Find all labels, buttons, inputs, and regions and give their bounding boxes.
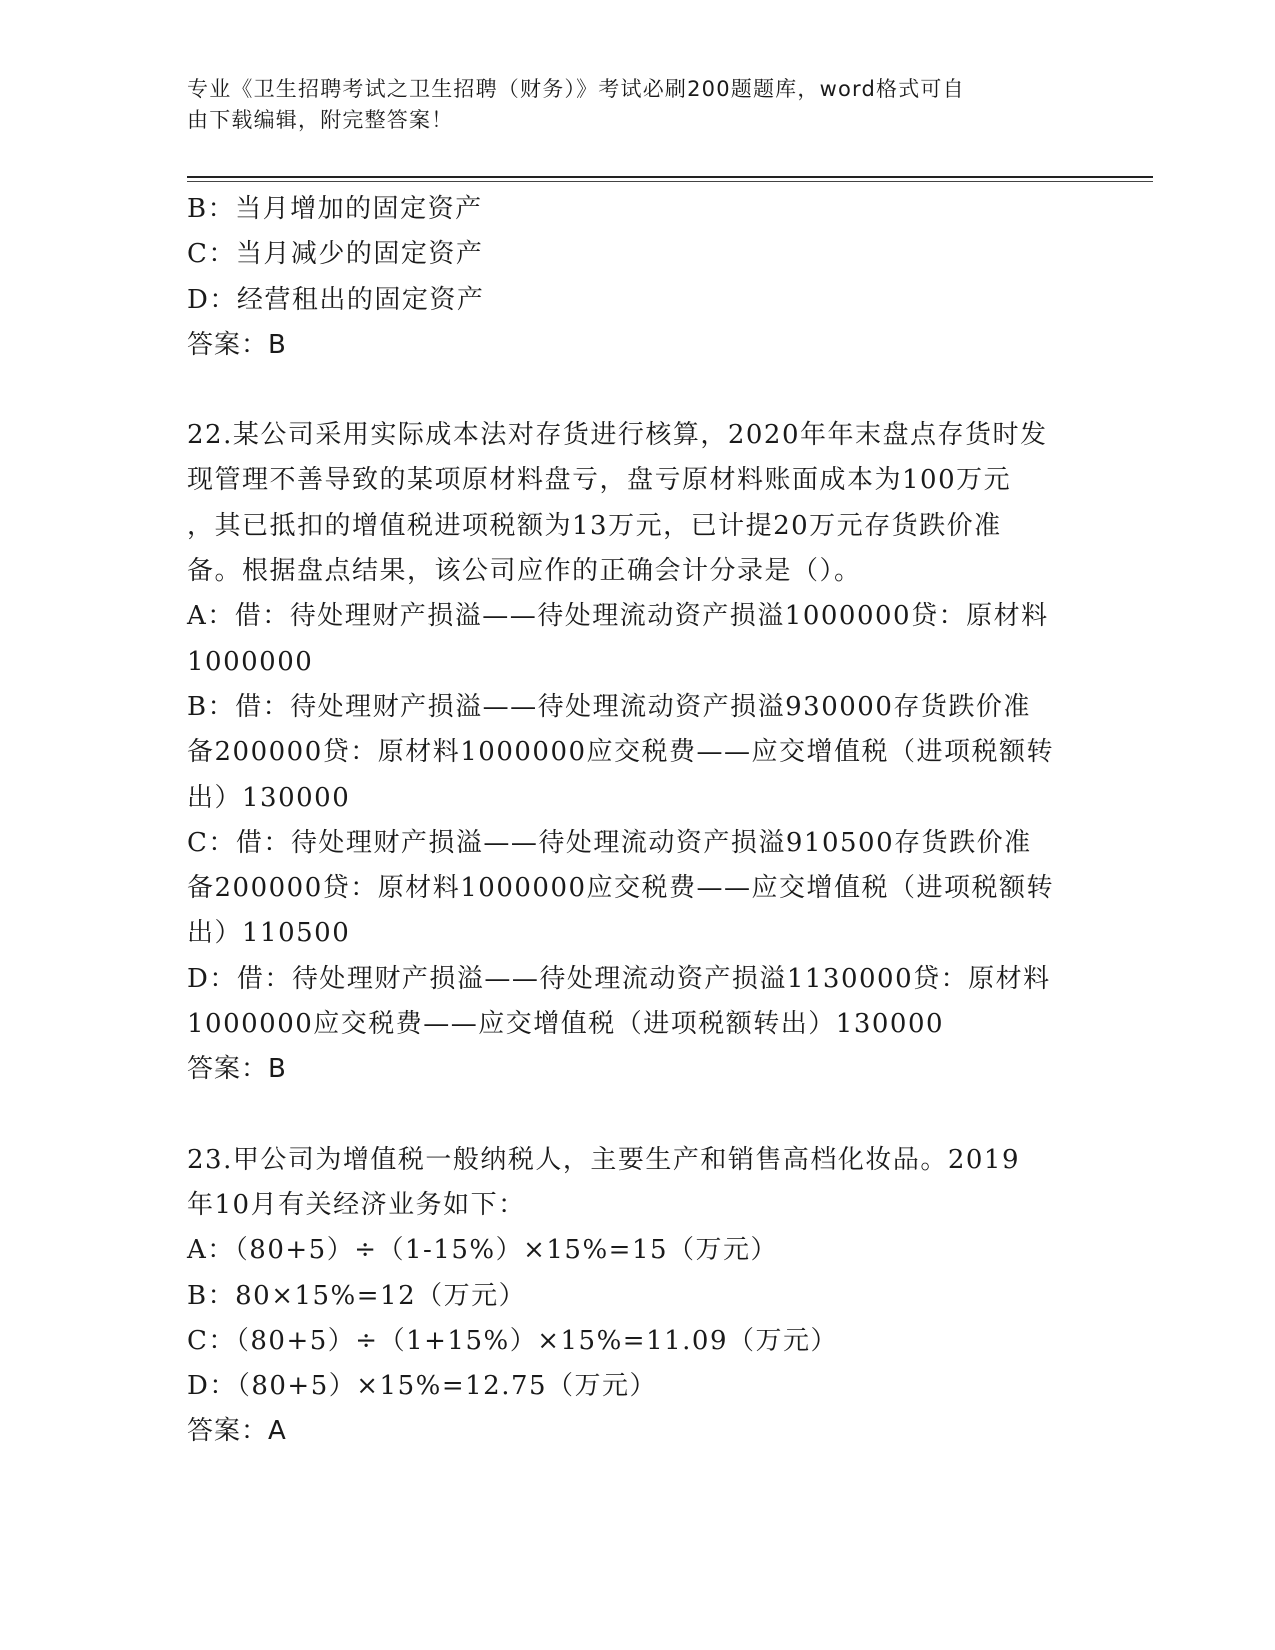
option-b-cont: 备200000贷：原材料1000000应交税费——应交增值税（进项税额转: [187, 737, 1055, 768]
option-b: B：当月增加的固定资产: [187, 194, 483, 224]
answer-line: 答案：B: [187, 1054, 287, 1085]
question-stem-line: 备。根据盘点结果，该公司应作的正确会计分录是（）。: [187, 556, 862, 587]
answer-line: 答案：A: [187, 1416, 287, 1447]
question-stem-line: 现管理不善导致的某项原材料盘亏，盘亏原材料账面成本为100万元: [187, 465, 1012, 496]
answer-line: 答案：B: [187, 329, 287, 360]
option-c: C：借：待处理财产损溢——待处理流动资产损溢910500存货跌价准: [187, 827, 1032, 858]
spacer: [187, 1093, 1087, 1138]
spacer: [187, 368, 1087, 413]
header-line: 由下载编辑，附完整答案！: [187, 108, 454, 132]
question-stem-line: 23.甲公司为增值税一般纳税人，主要生产和销售高档化妆品。2019: [187, 1144, 1021, 1175]
option-a-cont: 1000000: [187, 646, 314, 677]
document-header: [187, 74, 1067, 136]
question-23: [187, 1138, 1087, 1455]
header-divider: [187, 176, 1153, 178]
option-b-cont: 出）130000: [187, 782, 351, 813]
option-d-cont: 1000000应交税费——应交增值税（进项税额转出）130000: [187, 1009, 945, 1040]
header-divider-thin: [187, 181, 1153, 182]
option-b: B：借：待处理财产损溢——待处理流动资产损溢930000存货跌价准: [187, 691, 1031, 722]
question-stem-line: ，其已抵扣的增值税进项税额为13万元，已计提20万元存货跌价准: [187, 510, 1002, 541]
question-stem-line: 年10月有关经济业务如下：: [187, 1189, 526, 1220]
question-stem-line: 22.某公司采用实际成本法对存货进行核算，2020年年末盘点存货时发: [187, 420, 1048, 451]
question-22: [187, 413, 1087, 1092]
option-a: A：（80+5）÷（1-15%）×15%=15（万元）: [187, 1235, 779, 1266]
option-d: D：借：待处理财产损溢——待处理流动资产损溢1130000贷：原材料: [187, 963, 1051, 994]
question-content: [187, 187, 1087, 1455]
option-c-cont: 出）110500: [187, 918, 351, 949]
header-line: 专业《卫生招聘考试之卫生招聘（财务）》考试必刷200题题库，word格式可自: [187, 77, 965, 101]
option-b: B：80×15%=12（万元）: [187, 1280, 527, 1311]
option-c: C：当月减少的固定资产: [187, 239, 484, 270]
option-a: A：借：待处理财产损溢——待处理流动资产损溢1000000贷：原材料: [187, 601, 1049, 632]
previous-question-tail: [187, 187, 1087, 368]
option-c-cont: 备200000贷：原材料1000000应交税费——应交增值税（进项税额转: [187, 873, 1055, 904]
option-d: D：（80+5）×15%=12.75（万元）: [187, 1371, 658, 1402]
option-d: D：经营租出的固定资产: [187, 284, 485, 315]
option-c: C：（80+5）÷（1+15%）×15%=11.09（万元）: [187, 1325, 838, 1356]
